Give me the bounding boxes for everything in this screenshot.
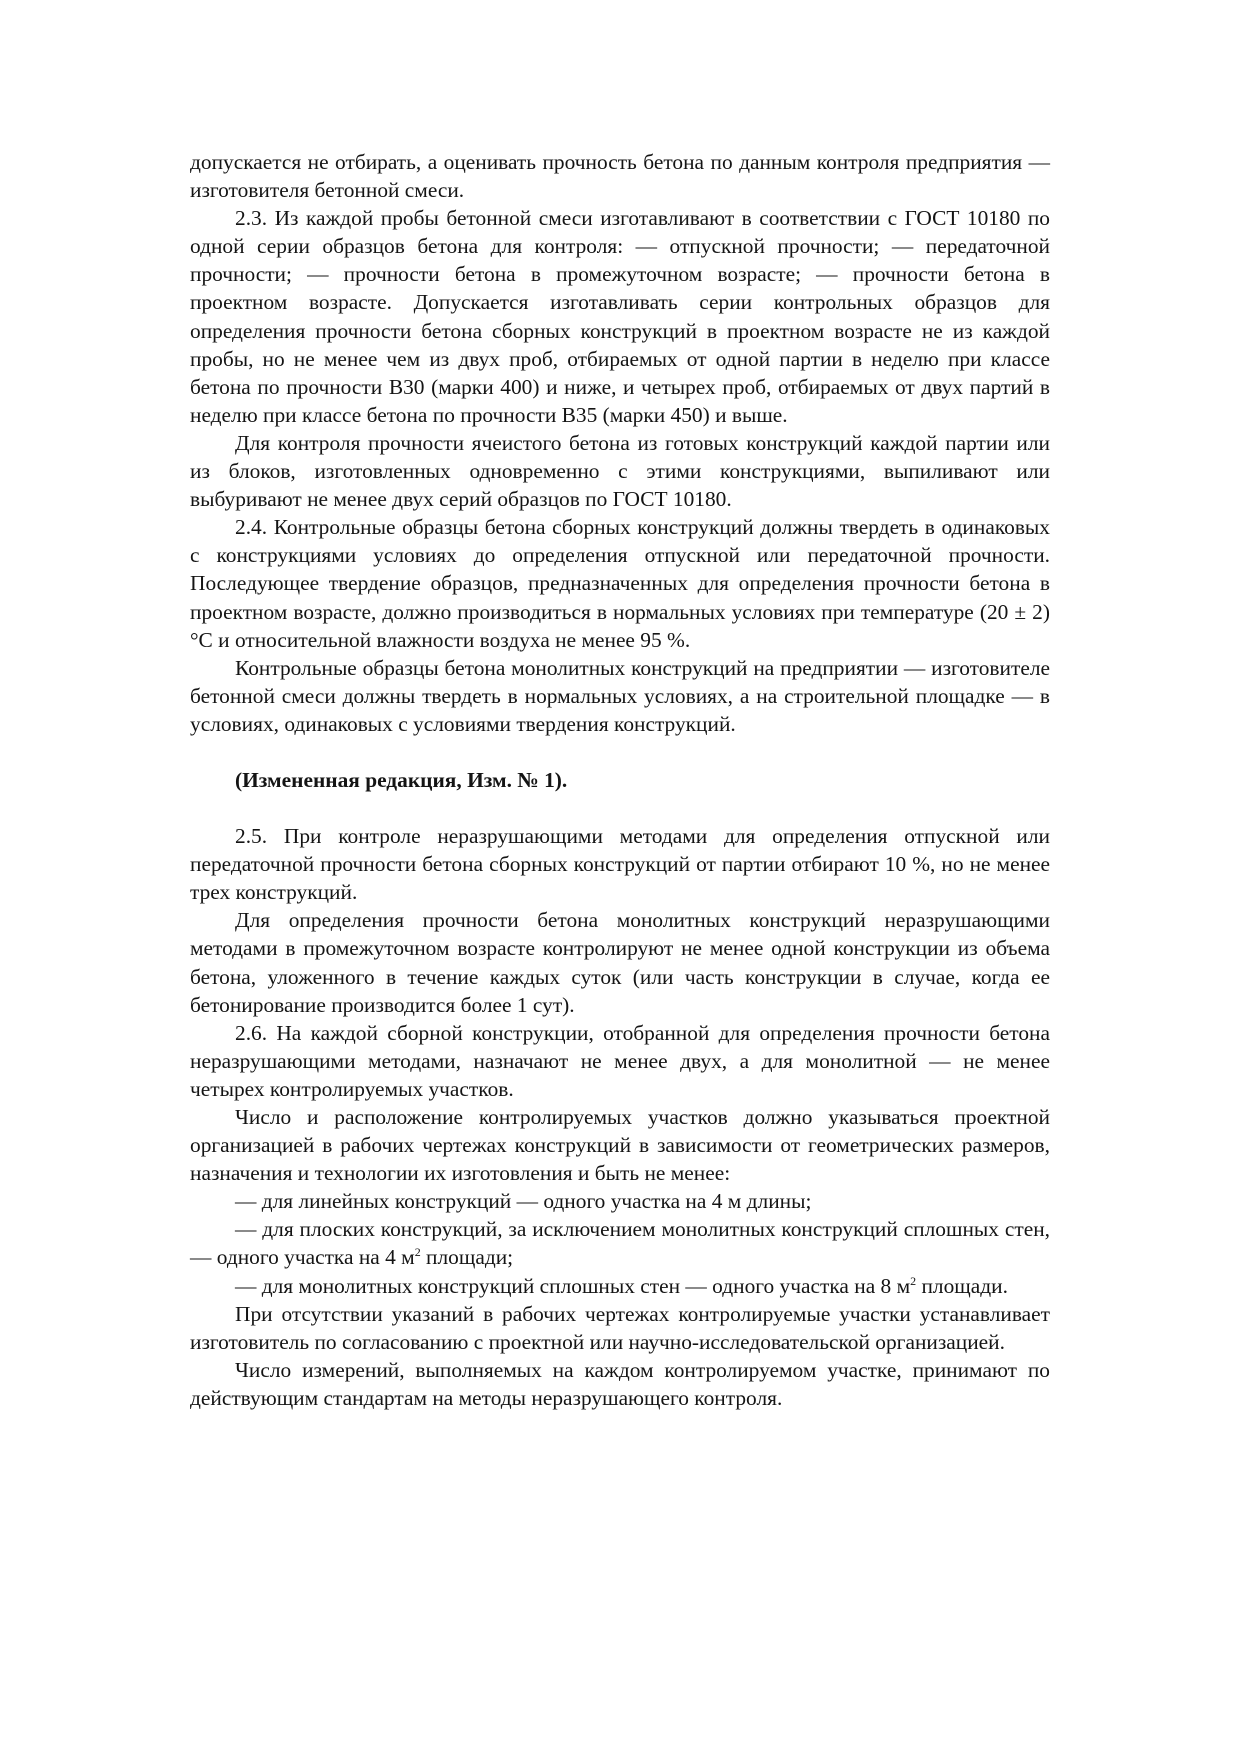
paragraph-monolithic-nondestructive: Для определения прочности бетона монолитных конструкций неразрушающими методами в промежуточном возрасте контролируют не менее одной конструкции из объема бетона, уложенного в течение каждых суток (или часть конструкции в случае, когда ее бетонирование производится более 1 сут). bbox=[190, 908, 1050, 1017]
list-item-walls-tail: площади. bbox=[916, 1273, 1008, 1298]
paragraph-monolithic-samples: Контрольные образцы бетона монолитных конструкций на предприятии — изготовителе бетонной смеси должны твердеть в нормальных условиях, а на строительной площадке — в условиях, одинаковых с условиями твердения конструкций. bbox=[190, 655, 1050, 736]
document-page bbox=[190, 148, 1050, 1412]
list-item-walls-text: — для монолитных конструкций сплошных стен — одного участка на 8 м bbox=[235, 1273, 911, 1298]
list-item-flat-tail: площади; bbox=[420, 1245, 514, 1270]
list-item-flat-superscript: 2 bbox=[414, 1245, 421, 1260]
paragraph-2-3: 2.3. Из каждой пробы бетонной смеси изготавливают в соответствии с ГОСТ 10180 по одной серии образцов бетона для контроля: — отпускной прочности; — передаточной прочности; — прочности бетона в промежуточном возрасте; — прочности бетона в проектном возрасте. Допускается изготавливать серии контрольных образцов для определения прочности бетона сборных конструкций в проектном возрасте не из каждой пробы, но не менее чем из двух проб, отбираемых от одной партии в неделю при классе бетона по прочности В30 (марки 400) и ниже, и четырех проб, отбираемых от двух партий в неделю при классе бетона по прочности В35 (марки 450) и выше. bbox=[190, 206, 1050, 427]
paragraph-sampling-continuation: допускается не отбирать, а оценивать прочность бетона по данным контроля предприятия — изготовителя бетонной смеси. bbox=[190, 150, 1050, 203]
paragraph-cellular-concrete: Для контроля прочности ячеистого бетона из готовых конструкций каждой партии или из блоков, изготовленных одновременно с этими конструкциями, выпиливают или выбуривают не менее двух серий образцов по ГОСТ 10180. bbox=[190, 430, 1050, 512]
revision-note: (Измененная редакция, Изм. № 1). bbox=[235, 767, 568, 792]
list-item-linear: — для линейных конструкций — одного участка на 4 м длины; bbox=[235, 1189, 812, 1214]
paragraph-2-4: 2.4. Контрольные образцы бетона сборных конструкций должны твердеть в одинаковых с конструкциями условиях до определения отпускной или передаточной прочности. Последующее твердение образцов, предназначенных для определения прочности бетона в проектном возрасте, должно производиться в нормальных условиях при температуре (20 ± 2)°С и относительной влажности воздуха не менее 95 %. bbox=[190, 515, 1050, 652]
list-item-walls bbox=[190, 1272, 1050, 1300]
paragraph-no-instructions: При отсутствии указаний в рабочих чертежах контролируемые участки устанавливает изготовитель по согласованию с проектной или научно-исследовательской организацией. bbox=[190, 1301, 1050, 1354]
paragraph-2-5: 2.5. При контроле неразрушающими методами для определения отпускной или передаточной прочности бетона сборных конструкций от партии отбирают 10 %, но не менее трех конструкций. bbox=[190, 824, 1050, 905]
list-item-flat bbox=[190, 1215, 1050, 1271]
paragraph-2-6: 2.6. На каждой сборной конструкции, отобранной для определения прочности бетона неразрушающими методами, назначают не менее двух, а для монолитной — не менее четырех контролируемых участков. bbox=[190, 1020, 1050, 1101]
paragraph-measurements: Число измерений, выполняемых на каждом контролируемом участке, принимают по действующим стандартам на методы неразрушающего контроля. bbox=[190, 1357, 1050, 1410]
paragraph-control-sections: Число и расположение контролируемых участков должно указываться проектной организацией в рабочих чертежах конструкций в зависимости от геометрических размеров, назначения и технологии их изготовления и быть не менее: bbox=[190, 1105, 1050, 1186]
list-item-flat-text: — для плоских конструкций, за исключением монолитных конструкций сплошных стен, — одного участка на 4 м bbox=[190, 1217, 1050, 1270]
list-item-walls-superscript: 2 bbox=[910, 1273, 917, 1288]
